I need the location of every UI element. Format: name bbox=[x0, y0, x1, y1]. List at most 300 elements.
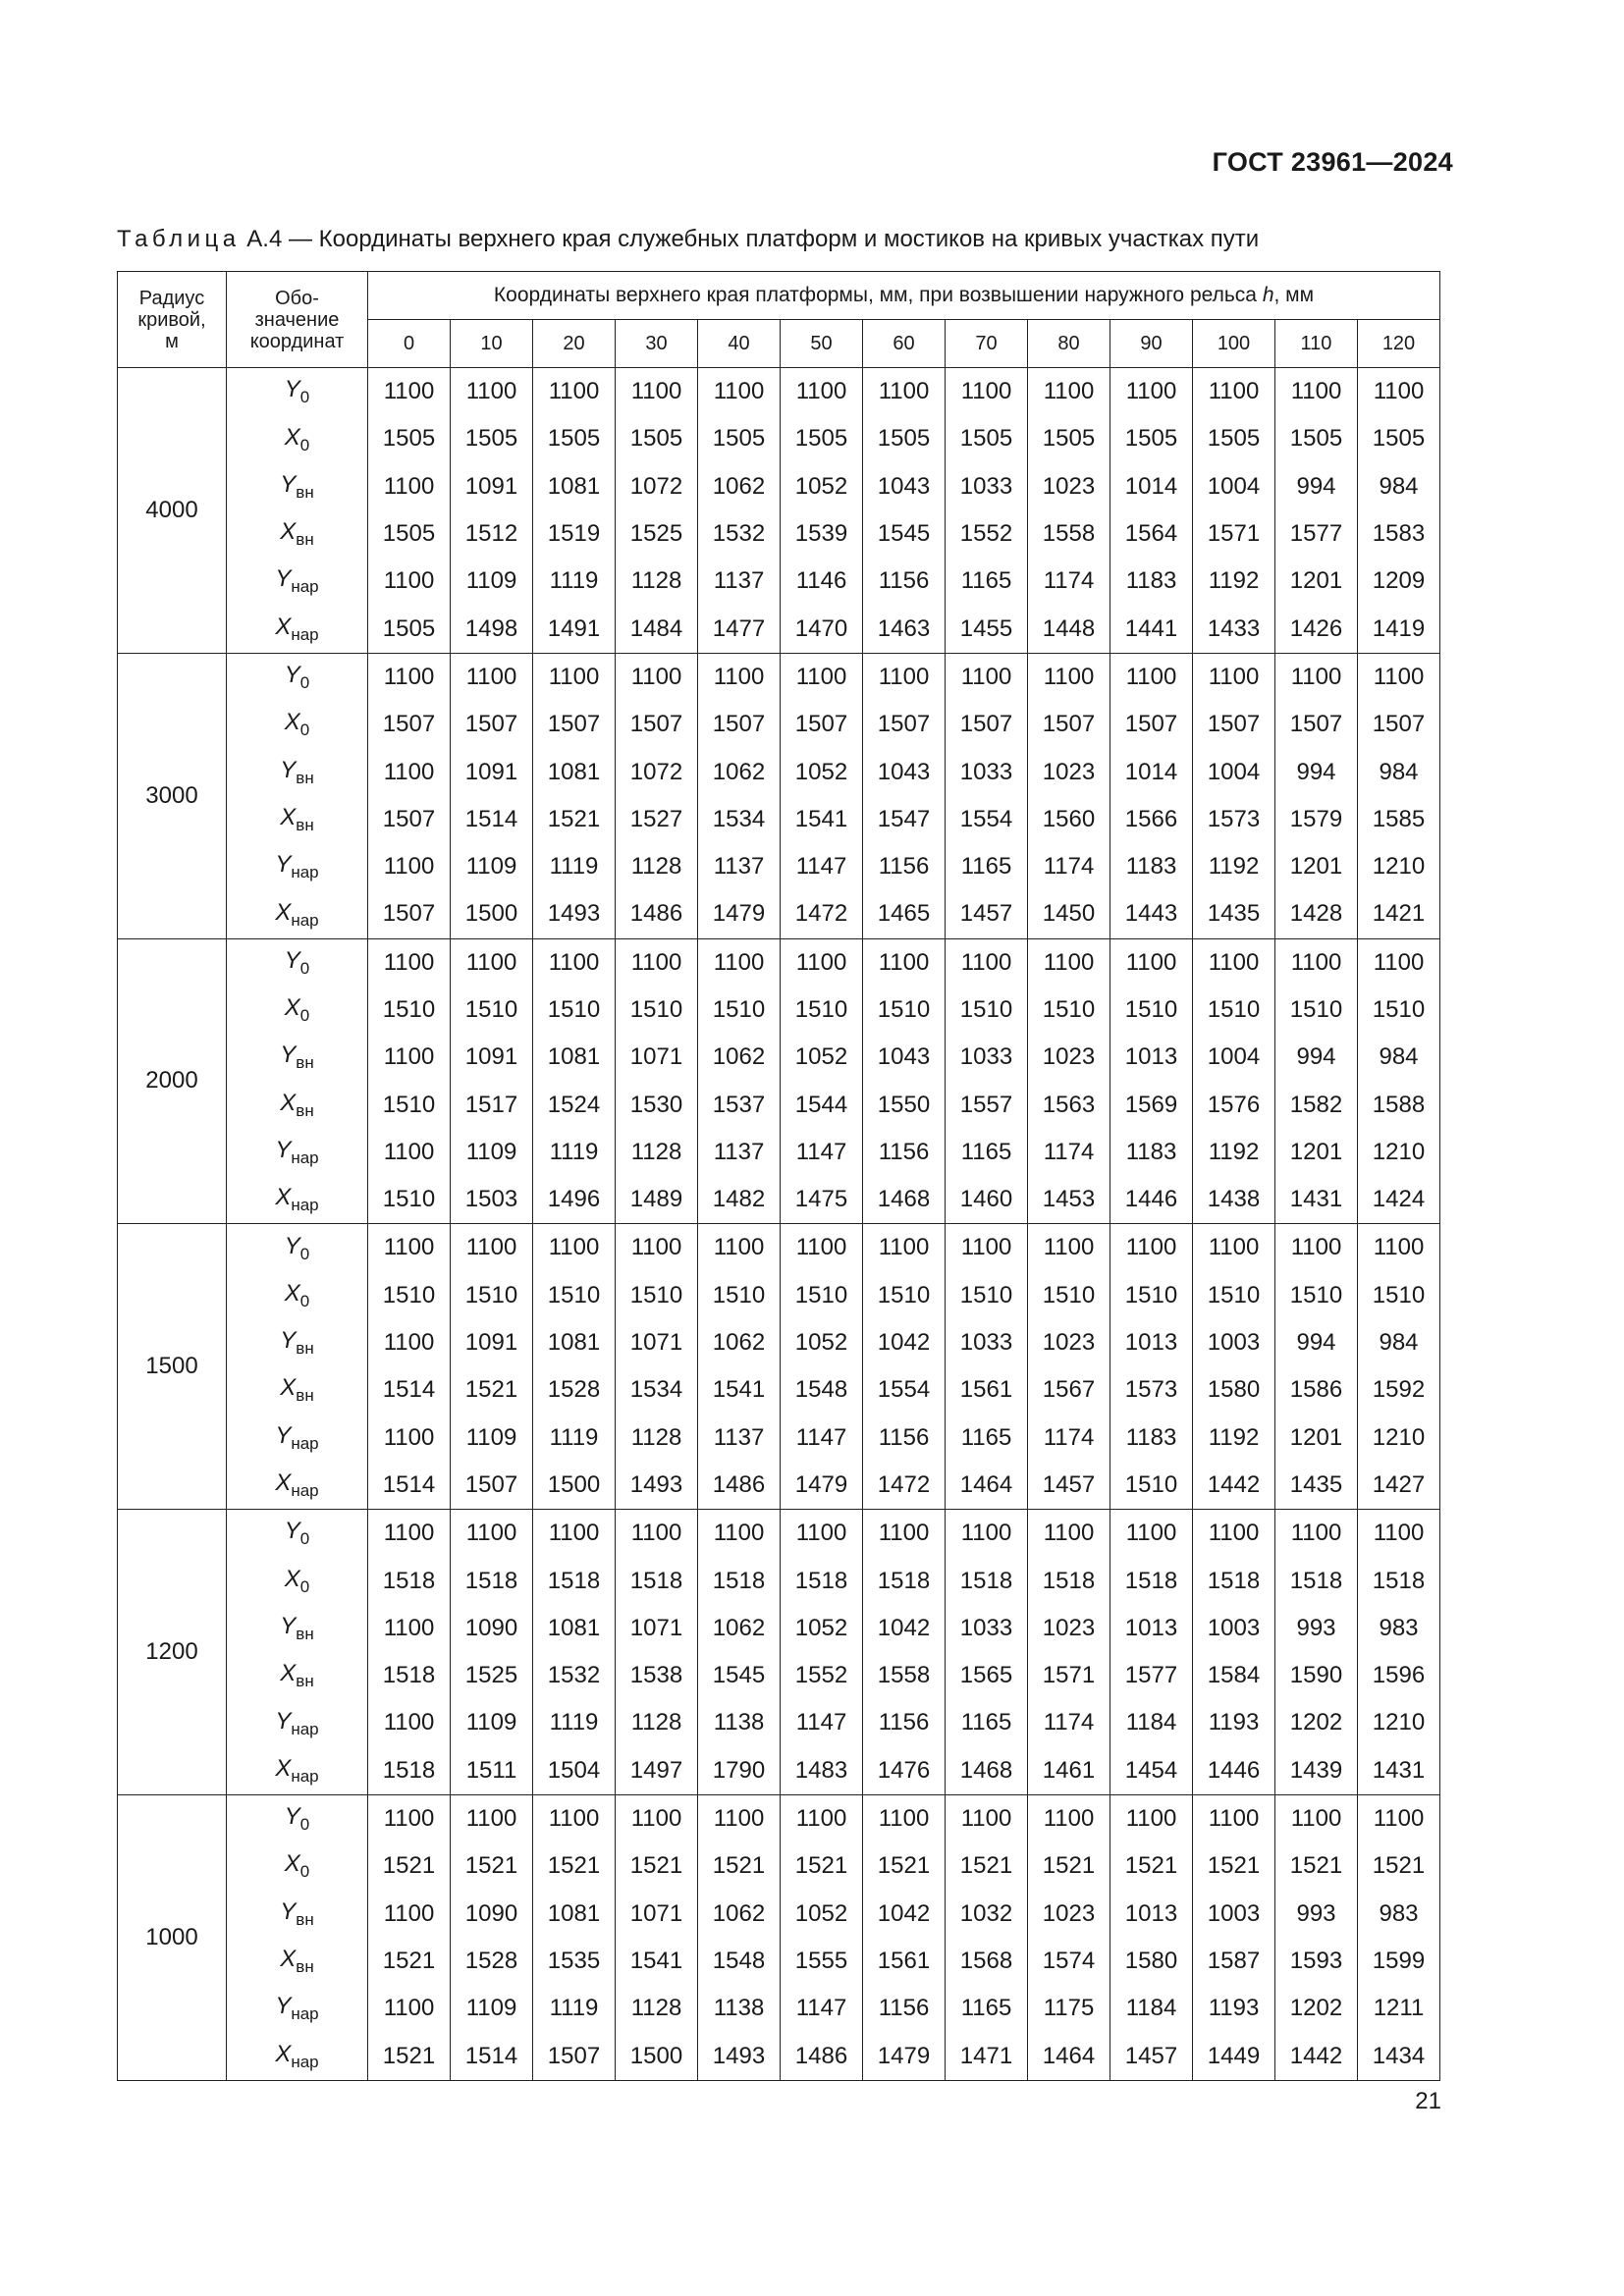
value-cell: 1548 bbox=[781, 1366, 863, 1414]
value-cell: 1003 bbox=[1193, 1891, 1275, 1938]
value-cell: 1507 bbox=[616, 701, 698, 748]
value-cell: 1137 bbox=[698, 1129, 781, 1176]
value-cell: 1443 bbox=[1110, 890, 1193, 938]
value-cell: 1014 bbox=[1110, 748, 1193, 795]
value-cell: 1521 bbox=[781, 1842, 863, 1890]
value-cell: 1100 bbox=[698, 368, 781, 416]
value-cell: 1100 bbox=[1358, 368, 1440, 416]
value-cell: 1550 bbox=[863, 1081, 946, 1128]
value-cell: 1448 bbox=[1028, 605, 1110, 653]
coordinate-symbol bbox=[227, 653, 368, 701]
value-cell: 1100 bbox=[781, 1224, 863, 1272]
value-cell: 1510 bbox=[1110, 987, 1193, 1034]
value-cell: 1534 bbox=[698, 796, 781, 843]
table-row bbox=[118, 1034, 1440, 1081]
value-cell: 1033 bbox=[946, 748, 1028, 795]
coordinate-symbol bbox=[227, 1034, 368, 1081]
value-cell: 1431 bbox=[1275, 1176, 1358, 1224]
value-cell: 1593 bbox=[1275, 1938, 1358, 1985]
symbol-subscript: нар bbox=[291, 577, 319, 597]
value-cell: 1510 bbox=[1193, 1272, 1275, 1319]
value-cell: 1510 bbox=[368, 1272, 451, 1319]
value-cell: 1564 bbox=[1110, 510, 1193, 558]
value-cell: 1510 bbox=[863, 987, 946, 1034]
value-cell: 1519 bbox=[533, 510, 616, 558]
value-cell: 1062 bbox=[698, 748, 781, 795]
coordinate-symbol bbox=[227, 1319, 368, 1366]
table-caption bbox=[117, 226, 1259, 253]
value-cell: 1497 bbox=[616, 1747, 698, 1795]
value-cell: 1505 bbox=[616, 415, 698, 462]
value-cell: 1539 bbox=[781, 510, 863, 558]
value-cell: 1014 bbox=[1110, 463, 1193, 510]
symbol-subscript: 0 bbox=[299, 672, 310, 692]
value-cell: 1450 bbox=[1028, 890, 1110, 938]
value-cell: 1507 bbox=[451, 701, 533, 748]
value-cell: 1500 bbox=[616, 2032, 698, 2080]
value-cell: 1552 bbox=[781, 1652, 863, 1699]
coordinate-symbol bbox=[227, 1272, 368, 1319]
value-cell: 1147 bbox=[781, 843, 863, 890]
value-cell: 1156 bbox=[863, 843, 946, 890]
value-cell: 1545 bbox=[863, 510, 946, 558]
table-row bbox=[118, 748, 1440, 795]
value-cell: 1119 bbox=[533, 1699, 616, 1746]
value-cell: 1518 bbox=[781, 1557, 863, 1604]
value-cell: 1156 bbox=[863, 1415, 946, 1462]
value-cell: 1184 bbox=[1110, 1699, 1193, 1746]
value-cell: 1100 bbox=[368, 1319, 451, 1366]
standard-designation: ГОСТ 23961—2024 bbox=[1212, 147, 1453, 177]
symbol-subscript: нар bbox=[291, 1719, 319, 1738]
value-cell: 1100 bbox=[1358, 938, 1440, 987]
value-cell: 1052 bbox=[781, 1891, 863, 1938]
value-cell: 1585 bbox=[1358, 796, 1440, 843]
coordinate-symbol bbox=[227, 938, 368, 987]
value-cell: 1493 bbox=[616, 1462, 698, 1510]
value-cell: 1510 bbox=[368, 1081, 451, 1128]
value-cell: 1100 bbox=[1275, 653, 1358, 701]
value-cell: 1052 bbox=[781, 1034, 863, 1081]
value-cell: 1119 bbox=[533, 1129, 616, 1176]
value-cell: 1507 bbox=[533, 701, 616, 748]
symbol-letter: X bbox=[275, 2040, 292, 2067]
symbol-subscript: нар bbox=[291, 2052, 319, 2071]
value-cell: 1510 bbox=[368, 987, 451, 1034]
symbol-subscript: вн bbox=[296, 815, 314, 834]
value-cell: 1505 bbox=[533, 415, 616, 462]
value-cell: 1156 bbox=[863, 1129, 946, 1176]
value-cell: 1100 bbox=[946, 1224, 1028, 1272]
value-cell: 1479 bbox=[781, 1462, 863, 1510]
value-cell: 1486 bbox=[781, 2032, 863, 2080]
value-cell: 1507 bbox=[698, 701, 781, 748]
value-cell: 1507 bbox=[1275, 701, 1358, 748]
value-cell: 1100 bbox=[863, 653, 946, 701]
value-cell: 1119 bbox=[533, 843, 616, 890]
value-cell: 1003 bbox=[1193, 1319, 1275, 1366]
value-cell: 1100 bbox=[1110, 1510, 1193, 1558]
value-cell: 1091 bbox=[451, 1034, 533, 1081]
symbol-letter: Y bbox=[275, 1993, 292, 2020]
symbol-subscript: вн bbox=[296, 768, 314, 787]
value-cell: 1138 bbox=[698, 1985, 781, 2032]
value-cell: 1561 bbox=[863, 1938, 946, 1985]
value-cell: 1165 bbox=[946, 1129, 1028, 1176]
coordinate-symbol bbox=[227, 1605, 368, 1652]
value-cell: 1052 bbox=[781, 1319, 863, 1366]
value-cell: 1156 bbox=[863, 1985, 946, 2032]
value-cell: 1156 bbox=[863, 1699, 946, 1746]
value-cell: 1062 bbox=[698, 1605, 781, 1652]
value-cell: 1518 bbox=[616, 1557, 698, 1604]
value-cell: 1592 bbox=[1358, 1366, 1440, 1414]
value-cell: 1507 bbox=[368, 701, 451, 748]
value-cell: 1023 bbox=[1028, 748, 1110, 795]
value-cell: 1201 bbox=[1275, 558, 1358, 605]
value-cell: 1514 bbox=[368, 1366, 451, 1414]
value-cell: 1100 bbox=[1275, 1510, 1358, 1558]
value-cell: 1023 bbox=[1028, 1319, 1110, 1366]
value-cell: 1525 bbox=[451, 1652, 533, 1699]
value-cell: 1507 bbox=[1028, 701, 1110, 748]
coordinate-symbol bbox=[227, 510, 368, 558]
value-cell: 1505 bbox=[863, 415, 946, 462]
value-cell: 1174 bbox=[1028, 558, 1110, 605]
value-cell: 1464 bbox=[1028, 2032, 1110, 2080]
value-cell: 983 bbox=[1358, 1891, 1440, 1938]
value-cell: 1023 bbox=[1028, 1891, 1110, 1938]
symbol-letter: Y bbox=[275, 1707, 292, 1735]
value-cell: 1165 bbox=[946, 1985, 1028, 2032]
value-cell: 993 bbox=[1275, 1891, 1358, 1938]
value-cell: 1033 bbox=[946, 1319, 1028, 1366]
value-cell: 1577 bbox=[1275, 510, 1358, 558]
value-cell: 1128 bbox=[616, 1415, 698, 1462]
value-cell: 1510 bbox=[1275, 1272, 1358, 1319]
value-cell: 1100 bbox=[1275, 368, 1358, 416]
coordinate-symbol bbox=[227, 1366, 368, 1414]
value-cell: 1471 bbox=[946, 2032, 1028, 2080]
value-cell: 1100 bbox=[616, 1224, 698, 1272]
symbol-letter: Y bbox=[280, 1327, 297, 1355]
value-cell: 1192 bbox=[1193, 1415, 1275, 1462]
value-cell: 1457 bbox=[946, 890, 1028, 938]
value-cell: 984 bbox=[1358, 463, 1440, 510]
value-cell: 1013 bbox=[1110, 1319, 1193, 1366]
value-cell: 1573 bbox=[1193, 796, 1275, 843]
value-cell: 1547 bbox=[863, 796, 946, 843]
value-cell: 1071 bbox=[616, 1605, 698, 1652]
symbol-subscript: 0 bbox=[299, 388, 310, 407]
symbol-letter: Y bbox=[280, 1612, 297, 1639]
value-cell: 1521 bbox=[1275, 1842, 1358, 1890]
value-cell: 1100 bbox=[1193, 1794, 1275, 1842]
value-cell: 1210 bbox=[1358, 843, 1440, 890]
value-cell: 1521 bbox=[616, 1842, 698, 1890]
value-cell: 1468 bbox=[946, 1747, 1028, 1795]
value-cell: 1534 bbox=[616, 1366, 698, 1414]
value-cell: 1545 bbox=[698, 1652, 781, 1699]
value-cell: 1100 bbox=[1110, 1794, 1193, 1842]
value-cell: 1498 bbox=[451, 605, 533, 653]
radius-cell: 1000 bbox=[118, 1794, 227, 2080]
value-cell: 1013 bbox=[1110, 1605, 1193, 1652]
value-cell: 1505 bbox=[946, 415, 1028, 462]
value-cell: 1484 bbox=[616, 605, 698, 653]
value-cell: 1510 bbox=[533, 987, 616, 1034]
value-cell: 1479 bbox=[863, 2032, 946, 2080]
symbol-subscript: нар bbox=[291, 1766, 319, 1786]
value-cell: 1428 bbox=[1275, 890, 1358, 938]
value-cell: 1100 bbox=[368, 1415, 451, 1462]
value-cell: 1100 bbox=[946, 653, 1028, 701]
caption-label: Таблица bbox=[117, 226, 241, 252]
table-row bbox=[118, 1462, 1440, 1510]
value-cell: 1100 bbox=[533, 1510, 616, 1558]
value-cell: 1128 bbox=[616, 1985, 698, 2032]
symbol-subscript: нар bbox=[291, 863, 319, 882]
value-cell: 1100 bbox=[533, 653, 616, 701]
value-cell: 1507 bbox=[451, 1462, 533, 1510]
value-cell: 1100 bbox=[1358, 1794, 1440, 1842]
symbol-subscript: нар bbox=[291, 1196, 319, 1215]
value-cell: 1505 bbox=[1275, 415, 1358, 462]
value-cell: 1147 bbox=[781, 1415, 863, 1462]
value-cell: 1489 bbox=[616, 1176, 698, 1224]
value-cell: 1518 bbox=[368, 1747, 451, 1795]
coordinate-symbol bbox=[227, 1652, 368, 1699]
symbol-letter: X bbox=[280, 803, 297, 830]
symbol-letter: X bbox=[275, 1754, 292, 1782]
coordinate-symbol bbox=[227, 2032, 368, 2080]
value-cell: 1146 bbox=[781, 558, 863, 605]
value-cell: 1043 bbox=[863, 463, 946, 510]
symbol-subscript: 0 bbox=[299, 1244, 310, 1263]
value-cell: 1527 bbox=[616, 796, 698, 843]
value-cell: 1193 bbox=[1193, 1699, 1275, 1746]
value-cell: 1460 bbox=[946, 1176, 1028, 1224]
value-cell: 1554 bbox=[863, 1366, 946, 1414]
value-cell: 1435 bbox=[1275, 1462, 1358, 1510]
value-cell: 1583 bbox=[1358, 510, 1440, 558]
symbol-subscript: 0 bbox=[299, 958, 310, 978]
value-cell: 1100 bbox=[368, 558, 451, 605]
value-cell: 1544 bbox=[781, 1081, 863, 1128]
value-cell: 1100 bbox=[616, 653, 698, 701]
table-row bbox=[118, 1985, 1440, 2032]
value-cell: 1491 bbox=[533, 605, 616, 653]
value-cell: 1100 bbox=[1275, 938, 1358, 987]
coordinate-symbol bbox=[227, 1224, 368, 1272]
table-row bbox=[118, 1842, 1440, 1890]
value-cell: 1100 bbox=[533, 1794, 616, 1842]
value-cell: 1525 bbox=[616, 510, 698, 558]
table-row bbox=[118, 2032, 1440, 2080]
value-cell: 1586 bbox=[1275, 1366, 1358, 1414]
symbol-subscript: вн bbox=[296, 1956, 314, 1976]
radius-cell: 2000 bbox=[118, 938, 227, 1224]
table-body bbox=[118, 368, 1440, 2081]
symbol-letter: X bbox=[280, 1946, 297, 1973]
value-cell: 1100 bbox=[698, 938, 781, 987]
page-number: 21 bbox=[1415, 2088, 1441, 2114]
symbol-letter: Y bbox=[284, 1232, 300, 1259]
value-cell: 1100 bbox=[368, 843, 451, 890]
value-cell: 1128 bbox=[616, 843, 698, 890]
value-cell: 1557 bbox=[946, 1081, 1028, 1128]
value-cell: 1183 bbox=[1110, 843, 1193, 890]
symbol-letter: X bbox=[280, 1089, 297, 1116]
coordinate-symbol bbox=[227, 843, 368, 890]
symbol-letter: Y bbox=[284, 662, 300, 689]
coordinates-table bbox=[117, 271, 1440, 2081]
table-row bbox=[118, 1415, 1440, 1462]
symbol-letter: Y bbox=[284, 1518, 300, 1545]
coordinate-symbol bbox=[227, 748, 368, 795]
value-cell: 1561 bbox=[946, 1366, 1028, 1414]
symbol-letter: X bbox=[275, 898, 292, 926]
value-cell: 1435 bbox=[1193, 890, 1275, 938]
value-cell: 1530 bbox=[616, 1081, 698, 1128]
value-cell: 1192 bbox=[1193, 1129, 1275, 1176]
value-cell: 1023 bbox=[1028, 1034, 1110, 1081]
value-cell: 1532 bbox=[533, 1652, 616, 1699]
value-cell: 994 bbox=[1275, 1319, 1358, 1366]
value-cell: 1463 bbox=[863, 605, 946, 653]
value-cell: 1521 bbox=[533, 1842, 616, 1890]
value-cell: 1100 bbox=[946, 1510, 1028, 1558]
h-value-header: 110 bbox=[1275, 320, 1358, 368]
value-cell: 1137 bbox=[698, 843, 781, 890]
value-cell: 1100 bbox=[698, 1224, 781, 1272]
value-cell: 1477 bbox=[698, 605, 781, 653]
value-cell: 1537 bbox=[698, 1081, 781, 1128]
value-cell: 1580 bbox=[1110, 1938, 1193, 1985]
h-symbol: h bbox=[1262, 284, 1274, 306]
value-cell: 1468 bbox=[863, 1176, 946, 1224]
value-cell: 1518 bbox=[1028, 1557, 1110, 1604]
value-cell: 1100 bbox=[1358, 1510, 1440, 1558]
coordinate-symbol bbox=[227, 1985, 368, 2032]
coordinate-symbol bbox=[227, 1081, 368, 1128]
value-cell: 1081 bbox=[533, 463, 616, 510]
value-cell: 1510 bbox=[781, 987, 863, 1034]
value-cell: 1493 bbox=[698, 2032, 781, 2080]
value-cell: 1528 bbox=[533, 1366, 616, 1414]
value-cell: 1558 bbox=[1028, 510, 1110, 558]
radius-cell: 1500 bbox=[118, 1224, 227, 1510]
coordinate-symbol bbox=[227, 890, 368, 938]
value-cell: 1174 bbox=[1028, 843, 1110, 890]
radius-column-header: Радиус кривой, м bbox=[118, 272, 227, 368]
value-cell: 1042 bbox=[863, 1319, 946, 1366]
symbol-letter: X bbox=[284, 1279, 300, 1307]
value-cell: 1100 bbox=[781, 368, 863, 416]
h-value-header: 120 bbox=[1358, 320, 1440, 368]
value-cell: 1521 bbox=[698, 1842, 781, 1890]
value-cell: 1004 bbox=[1193, 1034, 1275, 1081]
value-cell: 1558 bbox=[863, 1652, 946, 1699]
value-cell: 1521 bbox=[1028, 1842, 1110, 1890]
value-cell: 1472 bbox=[781, 890, 863, 938]
value-cell: 1119 bbox=[533, 1415, 616, 1462]
value-cell: 1507 bbox=[863, 701, 946, 748]
value-cell: 1521 bbox=[368, 2032, 451, 2080]
value-cell: 1446 bbox=[1193, 1747, 1275, 1795]
table-row bbox=[118, 1891, 1440, 1938]
symbol-letter: Y bbox=[280, 1897, 297, 1925]
value-cell: 1100 bbox=[1193, 938, 1275, 987]
value-cell: 1100 bbox=[1193, 368, 1275, 416]
value-cell: 1507 bbox=[781, 701, 863, 748]
value-cell: 1518 bbox=[1358, 1557, 1440, 1604]
symbol-subscript: 0 bbox=[299, 1814, 310, 1834]
value-cell: 1175 bbox=[1028, 1985, 1110, 2032]
value-cell: 1071 bbox=[616, 1891, 698, 1938]
value-cell: 1137 bbox=[698, 1415, 781, 1462]
value-cell: 1541 bbox=[698, 1366, 781, 1414]
value-cell: 1100 bbox=[368, 748, 451, 795]
value-cell: 1100 bbox=[1028, 653, 1110, 701]
symbol-column-header: Обо-значение координат bbox=[227, 272, 368, 368]
value-cell: 1426 bbox=[1275, 605, 1358, 653]
value-cell: 1424 bbox=[1358, 1176, 1440, 1224]
value-cell: 1442 bbox=[1193, 1462, 1275, 1510]
table-row bbox=[118, 890, 1440, 938]
value-cell: 1013 bbox=[1110, 1034, 1193, 1081]
table-row bbox=[118, 843, 1440, 890]
h-value-header: 90 bbox=[1110, 320, 1193, 368]
value-cell: 1486 bbox=[698, 1462, 781, 1510]
value-cell: 1521 bbox=[1358, 1842, 1440, 1890]
value-cell: 1100 bbox=[368, 1794, 451, 1842]
table-row bbox=[118, 605, 1440, 653]
coordinate-symbol bbox=[227, 987, 368, 1034]
symbol-subscript: вн bbox=[296, 1053, 314, 1073]
value-cell: 1052 bbox=[781, 463, 863, 510]
value-cell: 1100 bbox=[781, 1510, 863, 1558]
value-cell: 1192 bbox=[1193, 843, 1275, 890]
symbol-subscript: 0 bbox=[299, 1005, 310, 1025]
value-cell: 1518 bbox=[368, 1557, 451, 1604]
value-cell: 1100 bbox=[1193, 1510, 1275, 1558]
value-cell: 1043 bbox=[863, 748, 946, 795]
h-value-header: 100 bbox=[1193, 320, 1275, 368]
coordinate-symbol bbox=[227, 701, 368, 748]
coordinate-symbol bbox=[227, 1699, 368, 1746]
value-cell: 1147 bbox=[781, 1129, 863, 1176]
symbol-letter: Y bbox=[284, 1803, 300, 1831]
coordinate-symbol bbox=[227, 1842, 368, 1890]
table-row bbox=[118, 1176, 1440, 1224]
value-cell: 1081 bbox=[533, 1319, 616, 1366]
value-cell: 1100 bbox=[616, 1794, 698, 1842]
value-cell: 1510 bbox=[451, 987, 533, 1034]
symbol-subscript: вн bbox=[296, 1909, 314, 1929]
value-cell: 1500 bbox=[533, 1462, 616, 1510]
symbol-subscript: вн bbox=[296, 1672, 314, 1691]
symbol-subscript: вн bbox=[296, 1386, 314, 1406]
symbol-subscript: нар bbox=[291, 2004, 319, 2024]
value-cell: 1590 bbox=[1275, 1652, 1358, 1699]
value-cell: 1100 bbox=[451, 368, 533, 416]
value-cell: 1510 bbox=[1028, 987, 1110, 1034]
value-cell: 1486 bbox=[616, 890, 698, 938]
value-cell: 1528 bbox=[451, 1938, 533, 1985]
value-cell: 993 bbox=[1275, 1605, 1358, 1652]
value-cell: 1518 bbox=[451, 1557, 533, 1604]
